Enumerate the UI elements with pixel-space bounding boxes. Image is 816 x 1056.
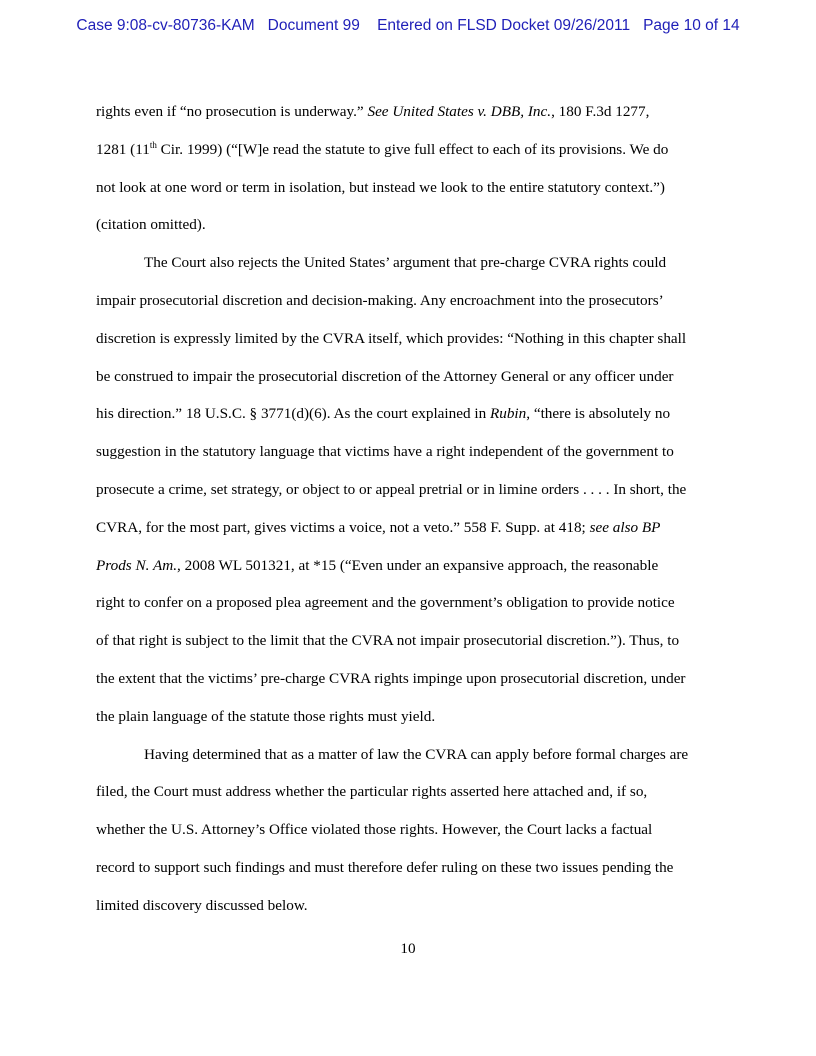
opinion-body [96,93,722,925]
text-line: his direction.” 18 U.S.C. § 3771(d)(6). As the court explained in Rubin, “there is absolutely no [96,405,671,423]
text-line: not look at one word or term in isolation, but instead we look to the entire statutory context.”) [96,178,665,196]
text-line: whether the U.S. Attorney’s Office violated those rights. However, the Court lacks a factual [96,821,653,839]
case-citation: see also BP [589,518,661,536]
paragraph-prosecutorial-discretion [96,244,722,735]
text-line: record to support such findings and must therefore defer ruling on these two issues pending the [96,858,674,876]
docket-header-stamp [0,17,816,35]
text-line: the extent that the victims’ pre-charge CVRA rights impinge upon prosecutorial discretion, under [96,669,686,687]
ordinal-superscript: th [149,139,157,150]
paragraph-deferred-ruling [96,736,722,925]
text-line: filed, the Court must address whether the particular rights asserted here attached and, if so, [96,783,648,801]
case-number: Case 9:08-cv-80736-KAM [76,17,255,34]
docket-entry-date: Entered on FLSD Docket 09/26/2011 [377,17,631,34]
text-line: be construed to impair the prosecutorial discretion of the Attorney General or any officer under [96,367,674,385]
paragraph-continuation [96,93,722,244]
text-line: of that right is subject to the limit that the CVRA not impair prosecutorial discretion.”). Thus, to [96,632,680,650]
page-count: Page 10 of 14 [643,17,740,34]
text-line: prosecute a crime, set strategy, or object to or appeal pretrial or in limine orders . . . . In short, the [96,480,687,498]
case-citation: See United States v. DBB, Inc. [367,103,552,120]
text-line: limited discovery discussed below. [96,896,308,914]
text-line: suggestion in the statutory language that victims have a right independent of the government to [96,443,674,461]
case-citation: Rubin [489,405,527,423]
page-number: 10 [400,940,416,957]
text-line: the plain language of the statute those rights must yield. [96,707,436,725]
text-line: CVRA, for the most part, gives victims a voice, not a veto.” 558 F. Supp. at 418; see also BP [96,518,661,536]
text-line: rights even if “no prosecution is underway.” See United States v. DBB, Inc., 180 F.3d 1277, [96,103,650,120]
text-line: discretion is expressly limited by the CVRA itself, which provides: “Nothing in this chapter shall [96,329,687,347]
document-number: Document 99 [267,17,360,34]
text-line: Prods N. Am., 2008 WL 501321, at *15 (“Even under an expansive approach, the reasonable [96,556,659,574]
text-line: impair prosecutorial discretion and decision-making. Any encroachment into the prosecutors’ [96,291,664,309]
text-line: 1281 (11th Cir. 1999) (“[W]e read the statute to give full effect to each of its provisions. We do [96,139,669,158]
text-line: The Court also rejects the United States’ argument that pre-charge CVRA rights could [144,254,667,272]
text-line: right to confer on a proposed plea agreement and the government’s obligation to provide notice [96,594,675,612]
text-line: (citation omitted). [96,216,206,234]
case-citation: Prods N. Am. [96,556,178,574]
text-line: Having determined that as a matter of law the CVRA can apply before formal charges are [144,745,689,763]
